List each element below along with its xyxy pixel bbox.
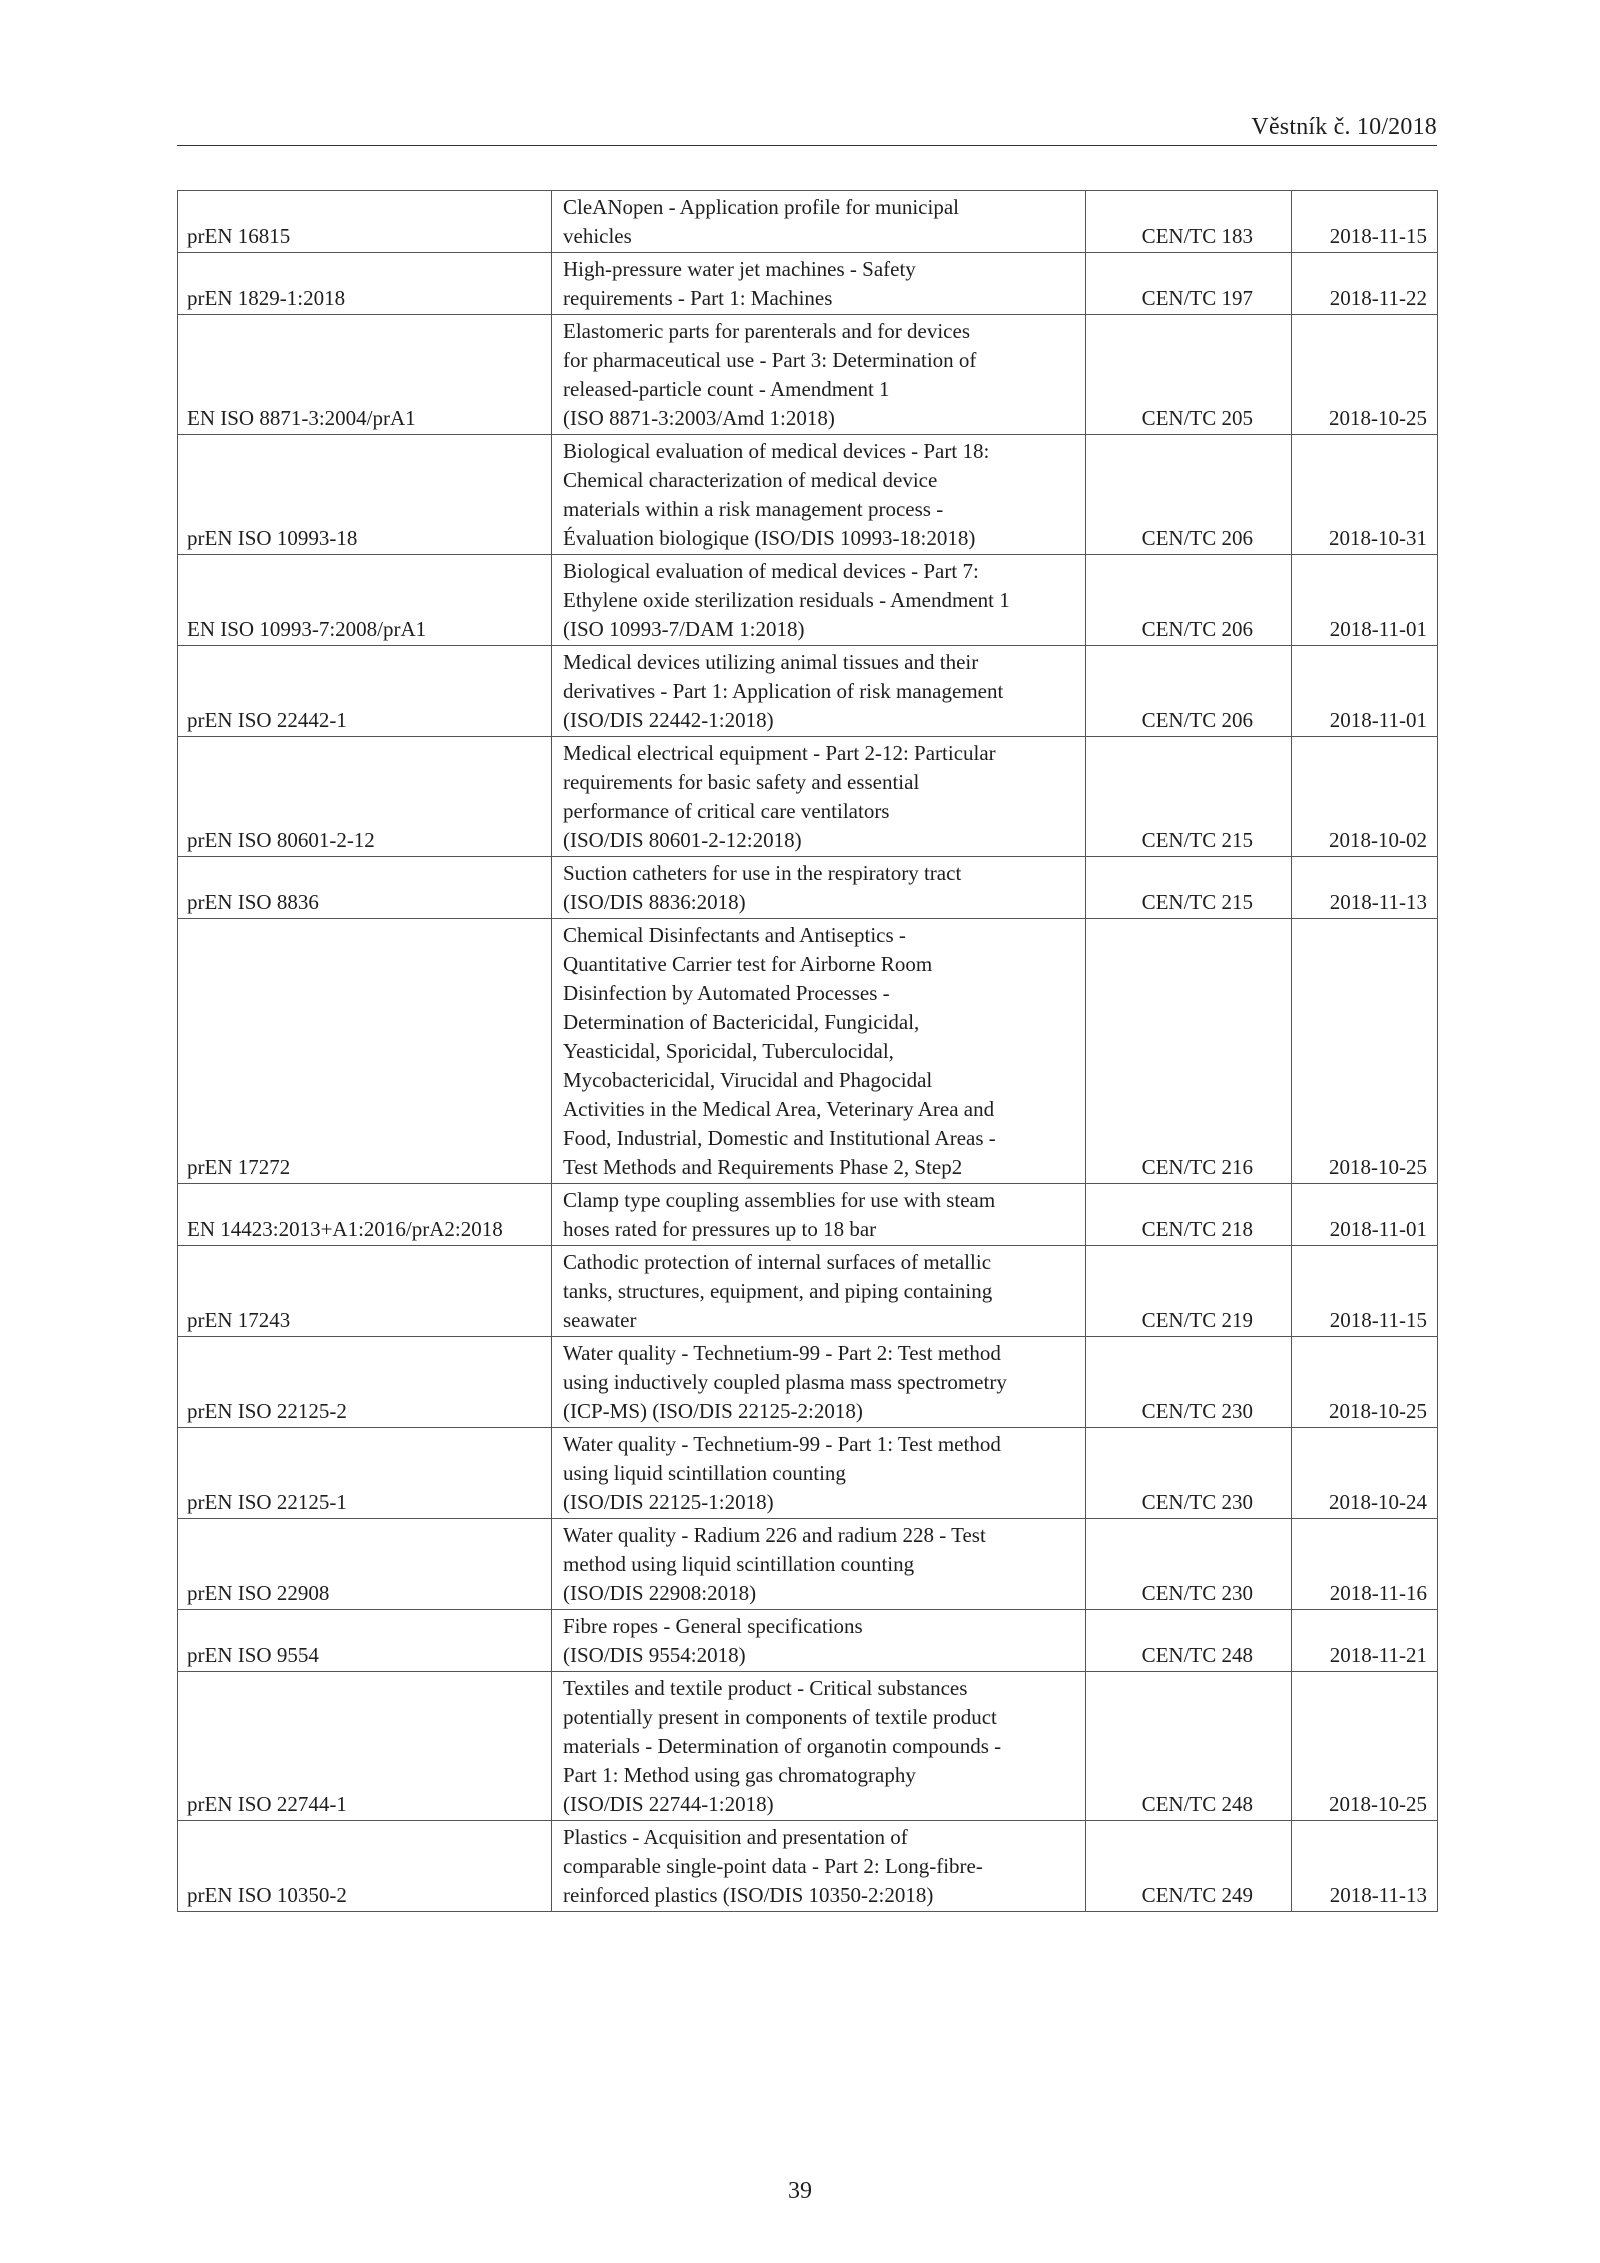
table-row [178,646,1438,737]
standard-code-cell: prEN ISO 22442-1 [178,646,552,737]
table-row [178,253,1438,315]
table-row [178,1610,1438,1672]
standard-code-cell: prEN 17243 [178,1246,552,1337]
standard-code-cell: prEN ISO 10993-18 [178,435,552,555]
technical-committee-cell: CEN/TC 183 [1086,191,1292,253]
technical-committee-cell: CEN/TC 230 [1086,1428,1292,1519]
standard-code-cell: prEN ISO 22908 [178,1519,552,1610]
table-row [178,1428,1438,1519]
technical-committee-cell: CEN/TC 206 [1086,646,1292,737]
standard-title-cell: Medical electrical equipment - Part 2-12: Particular requirements for basic safety and essential performance of critical care ventilators (ISO/DIS 80601-2-12:2018) [552,737,1086,857]
table-row [178,435,1438,555]
technical-committee-cell: CEN/TC 218 [1086,1184,1292,1246]
standard-title-cell: Textiles and textile product - Critical substances potentially present in components of textile product materials - Determination of organotin compounds - Part 1: Method using gas chromatography (ISO/DIS 22744-1:2018) [552,1672,1086,1821]
technical-committee-cell: CEN/TC 230 [1086,1337,1292,1428]
standard-title-cell: Suction catheters for use in the respiratory tract (ISO/DIS 8836:2018) [552,857,1086,919]
deadline-date-cell: 2018-11-16 [1292,1519,1438,1610]
deadline-date-cell: 2018-10-25 [1292,919,1438,1184]
standard-code-cell: prEN ISO 9554 [178,1610,552,1672]
standard-code-cell: EN ISO 10993-7:2008/prA1 [178,555,552,646]
deadline-date-cell: 2018-11-01 [1292,1184,1438,1246]
technical-committee-cell: CEN/TC 206 [1086,435,1292,555]
header-rule [177,145,1437,146]
table-row [178,1184,1438,1246]
standard-title-cell: Cathodic protection of internal surfaces of metallic tanks, structures, equipment, and piping containing seawater [552,1246,1086,1337]
technical-committee-cell: CEN/TC 219 [1086,1246,1292,1337]
deadline-date-cell: 2018-11-01 [1292,555,1438,646]
technical-committee-cell: CEN/TC 215 [1086,857,1292,919]
deadline-date-cell: 2018-11-13 [1292,1821,1438,1912]
standard-code-cell: prEN ISO 80601-2-12 [178,737,552,857]
deadline-date-cell: 2018-10-24 [1292,1428,1438,1519]
deadline-date-cell: 2018-11-21 [1292,1610,1438,1672]
deadline-date-cell: 2018-11-13 [1292,857,1438,919]
table-row [178,1821,1438,1912]
technical-committee-cell: CEN/TC 206 [1086,555,1292,646]
standard-code-cell: prEN ISO 22744-1 [178,1672,552,1821]
deadline-date-cell: 2018-10-25 [1292,1672,1438,1821]
technical-committee-cell: CEN/TC 248 [1086,1610,1292,1672]
standard-title-cell: Biological evaluation of medical devices - Part 18: Chemical characterization of medical device materials within a risk management process - Évaluation biologique (ISO/DIS 10993-18:2018) [552,435,1086,555]
table-row [178,1672,1438,1821]
technical-committee-cell: CEN/TC 248 [1086,1672,1292,1821]
table-row [178,315,1438,435]
standard-title-cell: Clamp type coupling assemblies for use with steam hoses rated for pressures up to 18 bar [552,1184,1086,1246]
table-row [178,1337,1438,1428]
standard-code-cell: prEN ISO 22125-2 [178,1337,552,1428]
technical-committee-cell: CEN/TC 249 [1086,1821,1292,1912]
standard-code-cell: EN ISO 8871-3:2004/prA1 [178,315,552,435]
page-number: 39 [788,2178,812,2204]
deadline-date-cell: 2018-10-31 [1292,435,1438,555]
standard-title-cell: Fibre ropes - General specifications (ISO/DIS 9554:2018) [552,1610,1086,1672]
standard-title-cell: High-pressure water jet machines - Safety requirements - Part 1: Machines [552,253,1086,315]
standards-table [177,190,1438,1912]
table-row [178,919,1438,1184]
standard-title-cell: Water quality - Technetium-99 - Part 1: Test method using liquid scintillation counting (ISO/DIS 22125-1:2018) [552,1428,1086,1519]
table-row [178,857,1438,919]
table-row [178,1519,1438,1610]
standard-title-cell: Water quality - Radium 226 and radium 228 - Test method using liquid scintillation counting (ISO/DIS 22908:2018) [552,1519,1086,1610]
standard-title-cell: Chemical Disinfectants and Antiseptics - Quantitative Carrier test for Airborne Room Disinfection by Automated Processes - Determination of Bactericidal, Fungicidal, Yeasticidal, Sporicidal, Tuberculocidal, Mycobactericidal, Virucidal and Phagocidal Activities in the Medical Area, Veterinary Area and Food, Industrial, Domestic and Institutional Areas - Test Methods and Requirements Phase 2, Step2 [552,919,1086,1184]
table-row [178,191,1438,253]
standard-code-cell: EN 14423:2013+A1:2016/prA2:2018 [178,1184,552,1246]
technical-committee-cell: CEN/TC 205 [1086,315,1292,435]
technical-committee-cell: CEN/TC 216 [1086,919,1292,1184]
standard-code-cell: prEN ISO 22125-1 [178,1428,552,1519]
standards-table-body [178,191,1438,1912]
deadline-date-cell: 2018-11-01 [1292,646,1438,737]
table-row [178,737,1438,857]
table-row [178,1246,1438,1337]
deadline-date-cell: 2018-10-25 [1292,1337,1438,1428]
deadline-date-cell: 2018-10-25 [1292,315,1438,435]
table-row [178,555,1438,646]
technical-committee-cell: CEN/TC 197 [1086,253,1292,315]
journal-header-title: Věstník č. 10/2018 [1251,114,1437,140]
standard-code-cell: prEN 1829-1:2018 [178,253,552,315]
standard-code-cell: prEN ISO 10350-2 [178,1821,552,1912]
standard-code-cell: prEN 16815 [178,191,552,253]
standard-title-cell: Elastomeric parts for parenterals and for devices for pharmaceutical use - Part 3: Determination of released-particle count - Amendment 1 (ISO 8871-3:2003/Amd 1:2018) [552,315,1086,435]
technical-committee-cell: CEN/TC 215 [1086,737,1292,857]
standard-code-cell: prEN 17272 [178,919,552,1184]
standard-code-cell: prEN ISO 8836 [178,857,552,919]
standard-title-cell: Medical devices utilizing animal tissues and their derivatives - Part 1: Application of risk management (ISO/DIS 22442-1:2018) [552,646,1086,737]
deadline-date-cell: 2018-10-02 [1292,737,1438,857]
deadline-date-cell: 2018-11-15 [1292,1246,1438,1337]
deadline-date-cell: 2018-11-22 [1292,253,1438,315]
technical-committee-cell: CEN/TC 230 [1086,1519,1292,1610]
deadline-date-cell: 2018-11-15 [1292,191,1438,253]
standard-title-cell: CleANopen - Application profile for municipal vehicles [552,191,1086,253]
standard-title-cell: Water quality - Technetium-99 - Part 2: Test method using inductively coupled plasma mass spectrometry (ICP-MS) (ISO/DIS 22125-2:2018) [552,1337,1086,1428]
standard-title-cell: Plastics - Acquisition and presentation of comparable single-point data - Part 2: Long-fibre- reinforced plastics (ISO/DIS 10350-2:2018) [552,1821,1086,1912]
standard-title-cell: Biological evaluation of medical devices - Part 7: Ethylene oxide sterilization residuals - Amendment 1 (ISO 10993-7/DAM 1:2018) [552,555,1086,646]
